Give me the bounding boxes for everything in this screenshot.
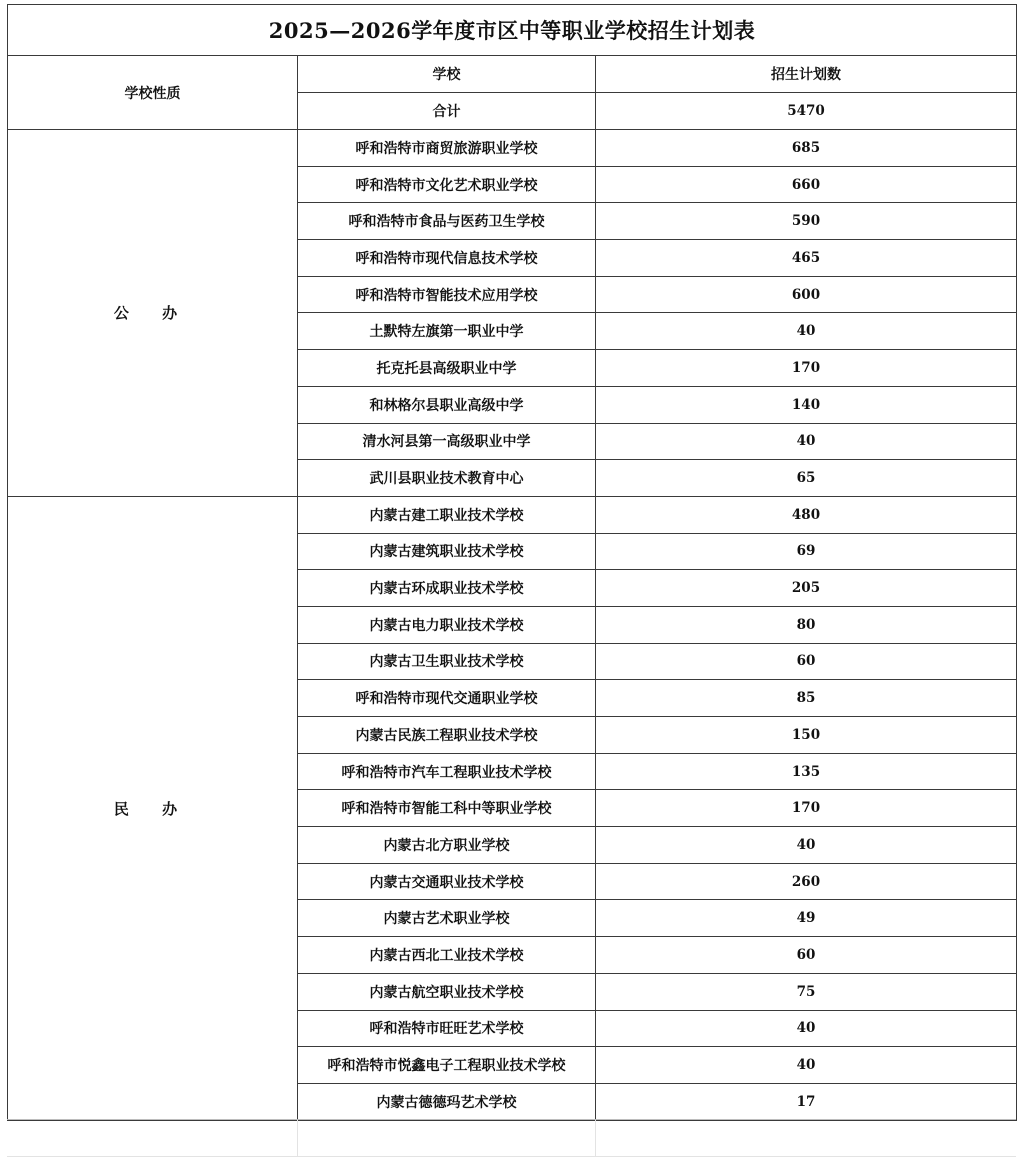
table-row: [8, 130, 1017, 167]
school-name: 内蒙古建筑职业技术学校: [298, 533, 596, 570]
plan-count: 40: [596, 827, 1017, 864]
school-name: 呼和浩特市商贸旅游职业学校: [298, 130, 596, 167]
school-name: 呼和浩特市旺旺艺术学校: [298, 1010, 596, 1047]
plan-count: 40: [596, 1010, 1017, 1047]
plan-count: 40: [596, 423, 1017, 460]
total-label: 合计: [298, 93, 596, 130]
plan-count: 480: [596, 496, 1017, 533]
plan-count: 660: [596, 166, 1017, 203]
school-category: 公 办: [8, 130, 298, 497]
school-name: 内蒙古交通职业技术学校: [298, 863, 596, 900]
enrollment-plan-table: [7, 4, 1017, 1121]
school-name: 托克托县高级职业中学: [298, 350, 596, 387]
divider: [595, 1120, 596, 1156]
plan-count: 60: [596, 937, 1017, 974]
school-name: 内蒙古西北工业技术学校: [298, 937, 596, 974]
plan-count: 260: [596, 863, 1017, 900]
plan-count: 49: [596, 900, 1017, 937]
school-name: 呼和浩特市悦鑫电子工程职业技术学校: [298, 1047, 596, 1084]
total-value: 5470: [596, 93, 1017, 130]
plan-count: 170: [596, 350, 1017, 387]
school-name: 内蒙古建工职业技术学校: [298, 496, 596, 533]
school-name: 呼和浩特市智能工科中等职业学校: [298, 790, 596, 827]
plan-count: 80: [596, 606, 1017, 643]
school-name: 土默特左旗第一职业中学: [298, 313, 596, 350]
school-name: 内蒙古艺术职业学校: [298, 900, 596, 937]
plan-count: 600: [596, 276, 1017, 313]
school-name: 呼和浩特市智能技术应用学校: [298, 276, 596, 313]
school-name: 呼和浩特市食品与医药卫生学校: [298, 203, 596, 240]
school-name: 内蒙古电力职业技术学校: [298, 606, 596, 643]
plan-count: 85: [596, 680, 1017, 717]
plan-count: 69: [596, 533, 1017, 570]
plan-count: 135: [596, 753, 1017, 790]
header-school: 学校: [298, 56, 596, 93]
title-row: [8, 5, 1017, 56]
plan-count: 40: [596, 313, 1017, 350]
header-plan-count: 招生计划数: [596, 56, 1017, 93]
plan-count: 65: [596, 460, 1017, 497]
header-school-nature: 学校性质: [8, 56, 298, 130]
school-name: 呼和浩特市现代信息技术学校: [298, 240, 596, 277]
school-name: 内蒙古德德玛艺术学校: [298, 1083, 596, 1120]
enrollment-plan-sheet: [7, 4, 1016, 1121]
plan-count: 40: [596, 1047, 1017, 1084]
school-name: 呼和浩特市文化艺术职业学校: [298, 166, 596, 203]
page-title: 2025—2026学年度市区中等职业学校招生计划表: [8, 5, 1017, 56]
table-bottom-edge: [7, 1119, 1016, 1157]
plan-count: 140: [596, 386, 1017, 423]
school-name: 内蒙古航空职业技术学校: [298, 973, 596, 1010]
plan-count: 465: [596, 240, 1017, 277]
school-name: 内蒙古北方职业学校: [298, 827, 596, 864]
school-name: 内蒙古民族工程职业技术学校: [298, 717, 596, 754]
plan-count: 205: [596, 570, 1017, 607]
school-name: 呼和浩特市汽车工程职业技术学校: [298, 753, 596, 790]
header-row: [8, 56, 1017, 93]
school-name: 呼和浩特市现代交通职业学校: [298, 680, 596, 717]
school-name: 和林格尔县职业高级中学: [298, 386, 596, 423]
school-name: 清水河县第一高级职业中学: [298, 423, 596, 460]
plan-count: 75: [596, 973, 1017, 1010]
plan-count: 17: [596, 1083, 1017, 1120]
plan-count: 150: [596, 717, 1017, 754]
plan-count: 590: [596, 203, 1017, 240]
school-category: 民 办: [8, 496, 298, 1120]
divider: [297, 1120, 298, 1156]
plan-count: 170: [596, 790, 1017, 827]
plan-count: 685: [596, 130, 1017, 167]
table-row: [8, 496, 1017, 533]
plan-count: 60: [596, 643, 1017, 680]
school-name: 武川县职业技术教育中心: [298, 460, 596, 497]
school-name: 内蒙古环成职业技术学校: [298, 570, 596, 607]
school-name: 内蒙古卫生职业技术学校: [298, 643, 596, 680]
